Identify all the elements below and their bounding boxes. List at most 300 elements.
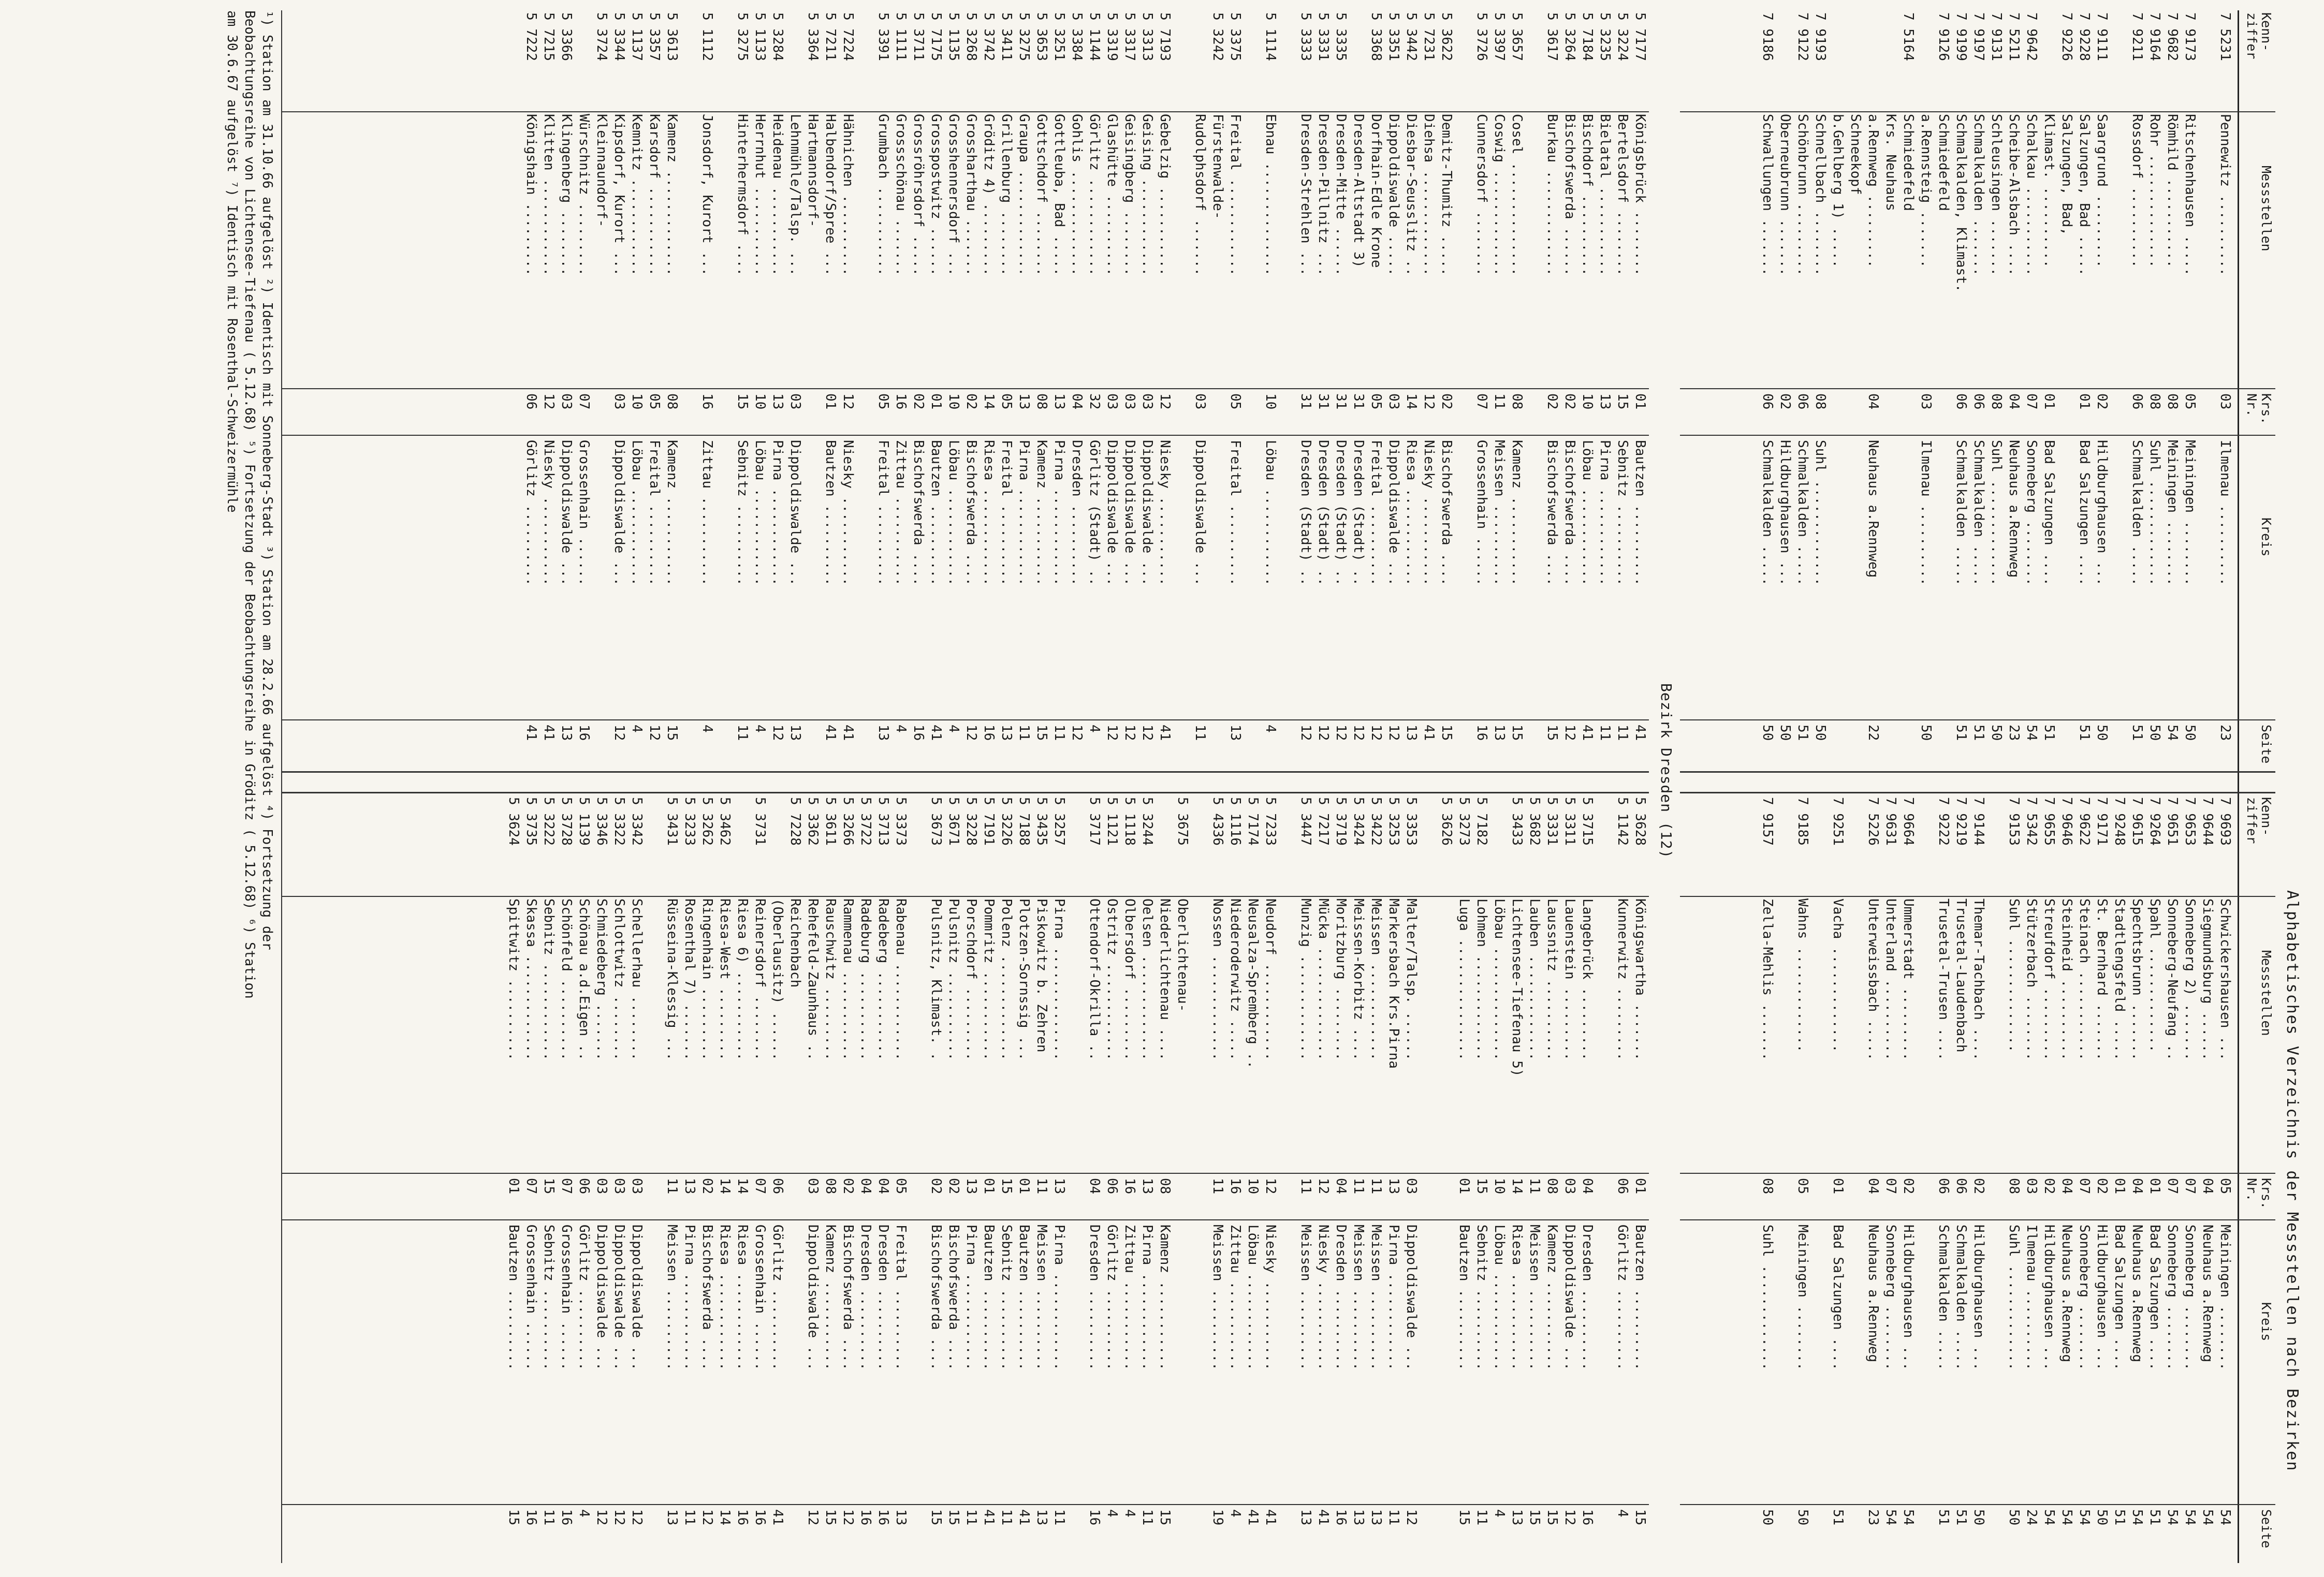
table-row bbox=[2023, 10, 2040, 1563]
cell-name: Gottleuba, Bad ..... bbox=[1051, 114, 1067, 276]
cell-krs: 02 bbox=[1544, 393, 1560, 410]
table-row bbox=[1103, 10, 1121, 1563]
cell-code: 7 9264 bbox=[2147, 797, 2162, 846]
cell-code: 5 3624 bbox=[506, 797, 521, 846]
header-kreis-2: Kreis bbox=[2259, 1302, 2274, 1342]
cell-code: 7 9111 bbox=[2094, 12, 2110, 61]
cell-seite: 4 bbox=[576, 1509, 592, 1517]
cell-kreis: Dippoldiswalde ... bbox=[787, 440, 803, 586]
cell-code: 5 3675 bbox=[1175, 797, 1190, 846]
cell-code: 7 9248 bbox=[2112, 797, 2127, 846]
cell-name: Rauschwitz ......... bbox=[823, 898, 838, 1061]
cell-seite: 12 bbox=[1069, 725, 1085, 741]
cell-seite: 4 bbox=[629, 725, 645, 733]
cell-seite: 13 bbox=[999, 725, 1014, 741]
cell-seite: 12 bbox=[611, 725, 627, 741]
cell-krs: 11 bbox=[1298, 1178, 1313, 1195]
cell-seite: 41 bbox=[1580, 725, 1595, 741]
table-row bbox=[505, 10, 522, 1563]
table-row bbox=[1614, 10, 1631, 1563]
cell-code: 5 3622 bbox=[1439, 12, 1454, 61]
cell-kreis: Freital .......... bbox=[999, 440, 1014, 586]
cell-krs: 07 bbox=[2165, 1178, 2180, 1195]
cell-name: Hinterhermsdorf .... bbox=[735, 114, 750, 276]
cell-krs: 08 bbox=[2006, 1178, 2022, 1195]
cell-krs: 10 bbox=[629, 393, 645, 410]
cell-kreis: Schmalkalden ..... bbox=[1795, 440, 1810, 586]
cell-name: Ummerstadt ......... bbox=[1901, 898, 1916, 1061]
cell-kreis: Bischofswerda .... bbox=[1544, 440, 1560, 586]
cell-seite: 16 bbox=[1087, 1509, 1102, 1526]
cell-krs: 08 bbox=[1509, 393, 1525, 410]
cell-name: Nossen ............. bbox=[1210, 898, 1225, 1061]
cell-name: Salzungen, Bad, bbox=[2059, 114, 2074, 235]
cell-kreis: Görlitz .......... bbox=[523, 440, 539, 586]
cell-name: Karsdorf ........... bbox=[647, 114, 662, 276]
cell-code: 5 3433 bbox=[1509, 797, 1525, 846]
cell-name: Schlottwitz ........ bbox=[611, 898, 627, 1061]
cell-kreis: Dippoldiswalde ... bbox=[1139, 440, 1155, 586]
cell-krs: 02 bbox=[1439, 393, 1454, 410]
cell-name: b.Gehlberg 1) ..... bbox=[1830, 114, 1846, 268]
cell-name: Plotzen-Sornssig ... bbox=[1016, 898, 1032, 1061]
cell-name: Gröditz 4) ......... bbox=[981, 114, 997, 276]
cell-code: 5 7182 bbox=[1474, 797, 1489, 846]
cell-seite: 12 bbox=[594, 1509, 609, 1526]
cell-name: Sebnitz ............ bbox=[541, 898, 557, 1061]
cell-kreis: Bischofswerda .... bbox=[928, 1225, 944, 1370]
table-row bbox=[663, 10, 681, 1563]
cell-code: 5 3724 bbox=[594, 12, 609, 61]
cell-name: Schmiedefeld bbox=[1936, 114, 1951, 211]
cell-krs: 02 bbox=[2041, 1178, 2057, 1195]
cell-krs: 31 bbox=[1333, 393, 1349, 410]
cell-krs: 08 bbox=[1544, 1178, 1560, 1195]
cell-krs: 01 bbox=[928, 393, 944, 410]
cell-name: Radeberg ........... bbox=[875, 898, 891, 1061]
cell-seite: 12 bbox=[805, 1509, 821, 1526]
cell-seite: 13 bbox=[1368, 1509, 1384, 1526]
cell-krs: 06 bbox=[770, 1178, 785, 1195]
cell-kreis: Riesa ............ bbox=[981, 440, 997, 586]
cell-kreis: Hildburghausen ... bbox=[2094, 440, 2110, 586]
cell-kreis: Hildburghausen ... bbox=[2041, 1225, 2057, 1370]
table-row bbox=[1596, 10, 1614, 1563]
cell-seite: 13 bbox=[1227, 725, 1243, 741]
cell-seite: 16 bbox=[735, 1509, 750, 1526]
cell-code: 7 9186 bbox=[1760, 12, 1775, 61]
cell-code: 5 3447 bbox=[1298, 797, 1313, 846]
cell-name: Cunnersdorf ........ bbox=[1474, 114, 1489, 276]
cell-seite: 12 bbox=[1404, 1509, 1419, 1526]
table-row bbox=[804, 10, 822, 1563]
cell-name: Schönbrunn ......... bbox=[1795, 114, 1810, 276]
cell-name: Grossschönau ....... bbox=[893, 114, 909, 276]
cell-code: 7 9199 bbox=[1953, 12, 1969, 61]
cell-krs: 14 bbox=[1509, 1178, 1525, 1195]
cell-seite: 11 bbox=[1192, 725, 1208, 741]
table-row bbox=[1156, 10, 1174, 1563]
table-row bbox=[1829, 10, 1847, 1563]
table-row bbox=[769, 10, 786, 1563]
cell-krs: 06 bbox=[1953, 393, 1969, 410]
cell-kreis: Niesky ........... bbox=[1316, 1225, 1331, 1370]
cell-name: Schmalkalden, Klimast. bbox=[1953, 114, 1969, 292]
table-row bbox=[2128, 10, 2146, 1563]
cell-kreis: Löbau ............ bbox=[629, 440, 645, 586]
cell-code: 5 3462 bbox=[717, 797, 733, 846]
column-rule bbox=[282, 1504, 1649, 1505]
cell-seite: 13 bbox=[1404, 725, 1419, 741]
cell-krs: 01 bbox=[1632, 393, 1648, 410]
cell-code: 7 9197 bbox=[1971, 12, 1986, 61]
cell-seite: 51 bbox=[1953, 725, 1969, 741]
cell-krs: 13 bbox=[1597, 393, 1613, 410]
cell-seite: 12 bbox=[1298, 725, 1313, 741]
cell-seite: 11 bbox=[963, 1509, 979, 1526]
cell-krs: 12 bbox=[1157, 393, 1173, 410]
cell-kreis: Sonneberg ........ bbox=[1883, 1225, 1898, 1370]
cell-krs: 11 bbox=[1034, 1178, 1049, 1195]
cell-krs: 10 bbox=[946, 393, 961, 410]
cell-kreis: Pirna ............ bbox=[1597, 440, 1613, 586]
cell-name: a.Rennweg ......... bbox=[1865, 114, 1881, 268]
table-row bbox=[1455, 10, 1473, 1563]
cell-krs: 14 bbox=[717, 1178, 733, 1195]
cell-name: Dresden-Strehlen ... bbox=[1298, 114, 1313, 276]
cell-krs: 06 bbox=[1104, 1178, 1120, 1195]
cell-code: 5 7188 bbox=[1016, 797, 1032, 846]
header-code: Kenn-ziffer bbox=[2244, 12, 2274, 60]
cell-krs: 04 bbox=[1865, 393, 1881, 410]
table-row bbox=[1578, 10, 1596, 1563]
cell-kreis: Meissen .......... bbox=[1492, 440, 1507, 586]
cell-seite: 15 bbox=[1544, 725, 1560, 741]
cell-name: Kunnerwitz ......... bbox=[1615, 898, 1630, 1061]
cell-name: Suhl .............. bbox=[2006, 898, 2022, 1053]
table-row bbox=[1086, 10, 1103, 1563]
cell-krs: 13 bbox=[1139, 1178, 1155, 1195]
cell-seite: 4 bbox=[1263, 725, 1278, 733]
cell-seite: 41 bbox=[1632, 725, 1648, 741]
cell-seite: 41 bbox=[840, 725, 856, 741]
table-row bbox=[945, 10, 962, 1563]
cell-seite: 12 bbox=[770, 725, 785, 741]
cell-kreis: Freital .......... bbox=[893, 1225, 909, 1370]
cell-kreis: Pirna ............ bbox=[770, 440, 785, 586]
cell-kreis: Dresden .......... bbox=[1333, 1225, 1349, 1370]
cell-krs: 06 bbox=[576, 1178, 592, 1195]
cell-name: (Oberlausitz) ...... bbox=[770, 898, 785, 1061]
cell-code: 5 3273 bbox=[1456, 797, 1472, 846]
cell-seite: 51 bbox=[1830, 1509, 1846, 1526]
column-rule bbox=[1680, 111, 2275, 112]
cell-name: Schmalkalden ....... bbox=[1971, 114, 1986, 276]
cell-kreis: Riesa ............ bbox=[1404, 440, 1419, 586]
column-rule bbox=[282, 1219, 1649, 1220]
cell-krs: 01 bbox=[2077, 393, 2092, 410]
cell-name: Niederlichtenau .... bbox=[1157, 898, 1173, 1061]
cell-code: 5 3275 bbox=[735, 12, 750, 61]
cell-krs: 10 bbox=[1245, 1178, 1261, 1195]
cell-krs: 14 bbox=[1404, 393, 1419, 410]
table-row bbox=[1811, 10, 1829, 1563]
cell-krs: 02 bbox=[1562, 393, 1577, 410]
cell-code: 5 3682 bbox=[1527, 797, 1542, 846]
cell-name: Ebnau .............. bbox=[1263, 114, 1278, 276]
cell-code: 5 7228 bbox=[787, 797, 803, 846]
cell-seite: 41 bbox=[1016, 1509, 1032, 1526]
cell-name: Unterland .......... bbox=[1883, 898, 1898, 1061]
cell-kreis: Dippoldiswalde ... bbox=[611, 440, 627, 586]
cell-seite: 12 bbox=[699, 1509, 715, 1526]
cell-krs: 03 bbox=[1386, 393, 1401, 410]
cell-kreis: Zittau ........... bbox=[1227, 1225, 1243, 1370]
table-row bbox=[1332, 10, 1350, 1563]
cell-kreis: Hildburghausen ... bbox=[1971, 1225, 1986, 1370]
table-row bbox=[1561, 10, 1578, 1563]
cell-name: Polenz ............. bbox=[999, 898, 1014, 1061]
cell-krs: 07 bbox=[1474, 393, 1489, 410]
cell-code: 5 3346 bbox=[594, 797, 609, 846]
cell-krs: 11 bbox=[1527, 1178, 1542, 1195]
cell-krs: 03 bbox=[1122, 393, 1137, 410]
cell-seite: 15 bbox=[1544, 1509, 1560, 1526]
cell-seite: 15 bbox=[1157, 1509, 1173, 1526]
cell-seite: 16 bbox=[1333, 1509, 1349, 1526]
cell-name: Reichenbach bbox=[787, 898, 803, 988]
cell-kreis: Meiningen ........ bbox=[2217, 1225, 2233, 1370]
cell-seite: 51 bbox=[2129, 725, 2145, 741]
cell-name: Rohr .............. bbox=[2147, 114, 2162, 268]
cell-krs: 01 bbox=[981, 1178, 997, 1195]
cell-krs: 04 bbox=[2059, 1178, 2074, 1195]
cell-seite: 50 bbox=[1989, 725, 2004, 741]
cell-kreis: Dippoldiswalde ... bbox=[1404, 1225, 1419, 1370]
cell-krs: 16 bbox=[699, 393, 715, 410]
cell-code: 5 3362 bbox=[805, 797, 821, 846]
cell-kreis: Bautzen .......... bbox=[1632, 440, 1648, 586]
cell-seite: 4 bbox=[1227, 1509, 1243, 1517]
cell-code: 5 1121 bbox=[1104, 797, 1120, 846]
cell-seite: 50 bbox=[2094, 1509, 2110, 1526]
cell-kreis: Zittau ........... bbox=[699, 440, 715, 586]
cell-krs: 08 bbox=[1034, 393, 1049, 410]
cell-seite: 54 bbox=[2217, 1509, 2233, 1526]
table-row bbox=[522, 10, 540, 1563]
cell-name: Hähnichen .......... bbox=[840, 114, 856, 276]
cell-kreis: Bautzen .......... bbox=[823, 440, 838, 586]
cell-krs: 02 bbox=[928, 1178, 944, 1195]
cell-name: Oberneubrunn ....... bbox=[1777, 114, 1793, 276]
cell-name: Rehefeld-Zaunhaus .. bbox=[805, 898, 821, 1061]
cell-code: 5 3431 bbox=[664, 797, 680, 846]
cell-seite: 51 bbox=[2077, 725, 2092, 741]
cell-kreis: Görlitz .......... bbox=[576, 1225, 592, 1370]
cell-code: 5 3228 bbox=[963, 797, 979, 846]
cell-seite: 54 bbox=[2165, 1509, 2180, 1526]
cell-kreis: Meiningen ........ bbox=[1795, 1225, 1810, 1370]
cell-krs: 03 bbox=[611, 1178, 627, 1195]
cell-kreis: Niesky ........... bbox=[1157, 440, 1173, 586]
cell-seite: 23 bbox=[2217, 725, 2233, 741]
cell-code: 5 3719 bbox=[1333, 797, 1349, 846]
cell-code: 7 9644 bbox=[2200, 797, 2215, 846]
cell-code: 5 3726 bbox=[1474, 12, 1489, 61]
table-row bbox=[2075, 10, 2093, 1563]
cell-seite: 13 bbox=[893, 1509, 909, 1526]
cell-seite: 11 bbox=[735, 725, 750, 741]
cell-code: 5 3711 bbox=[911, 12, 926, 61]
cell-kreis: Pirna ............ bbox=[1051, 1225, 1067, 1370]
cell-kreis: Schmalkalden ..... bbox=[1760, 440, 1775, 586]
cell-kreis: Sonneberg ........ bbox=[2024, 440, 2039, 586]
cell-code: 5 3375 bbox=[1227, 12, 1243, 61]
cell-seite: 19 bbox=[1210, 1509, 1225, 1526]
cell-kreis: Suhl ............. bbox=[1989, 440, 2004, 586]
cell-seite: 16 bbox=[559, 1509, 574, 1526]
cell-kreis: Sebnitz .......... bbox=[1474, 1225, 1489, 1370]
cell-code: 5 3242 bbox=[1210, 12, 1225, 61]
cell-code: 5 3311 bbox=[1562, 797, 1577, 846]
cell-name: Schalkau ........... bbox=[2024, 114, 2039, 276]
cell-seite: 54 bbox=[2200, 1509, 2215, 1526]
cell-krs: 01 bbox=[1632, 1178, 1648, 1195]
cell-kreis: Neuhaus a.Rennweg bbox=[2059, 1225, 2074, 1363]
cell-name: Klimast. .......... bbox=[2041, 114, 2057, 268]
cell-krs: 05 bbox=[875, 393, 891, 410]
cell-kreis: Dippoldiswalde ... bbox=[1562, 1225, 1577, 1370]
cell-seite: 4 bbox=[1104, 1509, 1120, 1517]
cell-krs: 08 bbox=[1989, 393, 2004, 410]
cell-code: 7 9682 bbox=[2165, 12, 2180, 61]
cell-seite: 15 bbox=[1439, 725, 1454, 741]
cell-krs: 13 bbox=[1051, 1178, 1067, 1195]
cell-seite: 4 bbox=[1615, 1509, 1630, 1517]
cell-name: Scheibe-Alsbach .... bbox=[2006, 114, 2022, 276]
cell-code: 5 3368 bbox=[1368, 12, 1384, 61]
cell-code: 5 3284 bbox=[770, 12, 785, 61]
table-row bbox=[1917, 10, 1935, 1563]
cell-name: Grosspostwitz ...... bbox=[928, 114, 944, 276]
cell-name: Schleusingen ....... bbox=[1989, 114, 2004, 276]
cell-seite: 12 bbox=[1368, 725, 1384, 741]
cell-seite: 16 bbox=[752, 1509, 768, 1526]
cell-kreis: Grossenhain ...... bbox=[523, 1225, 539, 1370]
cell-code: 5 7222 bbox=[523, 12, 539, 61]
cell-seite: 16 bbox=[523, 1509, 539, 1526]
table-row bbox=[681, 10, 698, 1563]
cell-seite: 12 bbox=[840, 1509, 856, 1526]
cell-krs: 10 bbox=[1580, 393, 1595, 410]
cell-krs: 01 bbox=[2112, 1178, 2127, 1195]
table-row bbox=[2216, 10, 2234, 1563]
cell-krs: 05 bbox=[999, 393, 1014, 410]
cell-krs: 04 bbox=[1069, 393, 1085, 410]
table-row bbox=[610, 10, 628, 1563]
cell-kreis: Pirna ............ bbox=[963, 1225, 979, 1370]
cell-code: 5 7191 bbox=[981, 797, 997, 846]
cell-name: Zella-Mehlis ....... bbox=[1760, 898, 1775, 1061]
cell-code: 5 3322 bbox=[611, 797, 627, 846]
cell-seite: 54 bbox=[2182, 1509, 2198, 1526]
cell-code: 5 3357 bbox=[647, 12, 662, 61]
table-row bbox=[822, 10, 839, 1563]
cell-kreis: Dresden (Stadt) .. bbox=[1298, 440, 1313, 586]
cell-code: 7 9193 bbox=[1813, 12, 1828, 61]
cell-seite: 41 bbox=[541, 725, 557, 741]
cell-seite: 50 bbox=[2094, 725, 2110, 741]
cell-krs: 12 bbox=[541, 393, 557, 410]
cell-krs: 10 bbox=[1492, 1178, 1507, 1195]
cell-name: Porschdorf ......... bbox=[963, 898, 979, 1061]
cell-kreis: Bischofswerda .... bbox=[911, 440, 926, 586]
cell-krs: 02 bbox=[911, 393, 926, 410]
cell-kreis: Ilmenau .......... bbox=[1918, 440, 1934, 586]
cell-name: Luga ............... bbox=[1456, 898, 1472, 1061]
footnote-line: ¹) Station am 31.10.66 aufgelöst ²) Identisch mit Sonneberg-Stadt ³) Station am 28.2.66 aufgelöst ⁴) Fortsetzung der bbox=[259, 10, 275, 950]
cell-code: 5 1114 bbox=[1263, 12, 1278, 61]
cell-kreis: Dresden .......... bbox=[858, 1225, 873, 1370]
cell-krs: 01 bbox=[2147, 1178, 2162, 1195]
cell-seite: 51 bbox=[1953, 1509, 1969, 1526]
cell-name: Saargrund ......... bbox=[2094, 114, 2110, 268]
table-row bbox=[716, 10, 734, 1563]
cell-kreis: Niesky ........... bbox=[1421, 440, 1437, 586]
cell-kreis: Meissen .......... bbox=[1351, 1225, 1366, 1370]
cell-kreis: Suhl ............. bbox=[2147, 440, 2162, 586]
cell-krs: 01 bbox=[2041, 393, 2057, 410]
cell-name: Bischdorf .......... bbox=[1580, 114, 1595, 276]
cell-seite: 15 bbox=[664, 725, 680, 741]
cell-seite: 51 bbox=[2112, 1509, 2127, 1526]
cell-krs: 11 bbox=[1210, 1178, 1225, 1195]
cell-krs: 06 bbox=[1936, 1178, 1951, 1195]
cell-krs: 02 bbox=[699, 1178, 715, 1195]
cell-kreis: Suhl ............. bbox=[1813, 440, 1828, 586]
cell-krs: 10 bbox=[752, 393, 768, 410]
cell-seite: 12 bbox=[1316, 725, 1331, 741]
cell-name: Schneekopf bbox=[1848, 114, 1863, 195]
cell-krs: 16 bbox=[1122, 1178, 1137, 1195]
cell-name: Lehnmühle/Talsp. ... bbox=[787, 114, 803, 276]
cell-kreis: Kamenz ........... bbox=[823, 1225, 838, 1370]
cell-code: 5 3319 bbox=[1104, 12, 1120, 61]
cell-kreis: Bautzen .......... bbox=[506, 1225, 521, 1370]
table-row bbox=[540, 10, 558, 1563]
cell-krs: 04 bbox=[1580, 1178, 1595, 1195]
cell-code: 5 7184 bbox=[1580, 12, 1595, 61]
cell-code: 5 3673 bbox=[928, 797, 944, 846]
cell-krs: 07 bbox=[2077, 1178, 2092, 1195]
cell-code: 5 1137 bbox=[629, 12, 645, 61]
cell-name: Bertelsdorf ........ bbox=[1615, 114, 1630, 276]
cell-name: Geising ............ bbox=[1139, 114, 1155, 276]
cell-name: Sonneberg-Neufang .. bbox=[2165, 898, 2180, 1061]
cell-kreis: Schmalkalden ..... bbox=[1971, 440, 1986, 586]
table-row bbox=[839, 10, 857, 1563]
cell-seite: 50 bbox=[2147, 725, 2162, 741]
cell-krs: 05 bbox=[1795, 1178, 1810, 1195]
cell-seite: 54 bbox=[2129, 1509, 2145, 1526]
cell-code: 5 7174 bbox=[1245, 797, 1261, 846]
cell-name: Steinheid .......... bbox=[2059, 898, 2074, 1061]
column-rule bbox=[1680, 435, 2275, 436]
cell-krs: 06 bbox=[1953, 1178, 1969, 1195]
table-row bbox=[1191, 10, 1209, 1563]
cell-code: 5 7233 bbox=[1263, 797, 1278, 846]
cell-name: Trusetal-Trusen .... bbox=[1936, 898, 1951, 1061]
